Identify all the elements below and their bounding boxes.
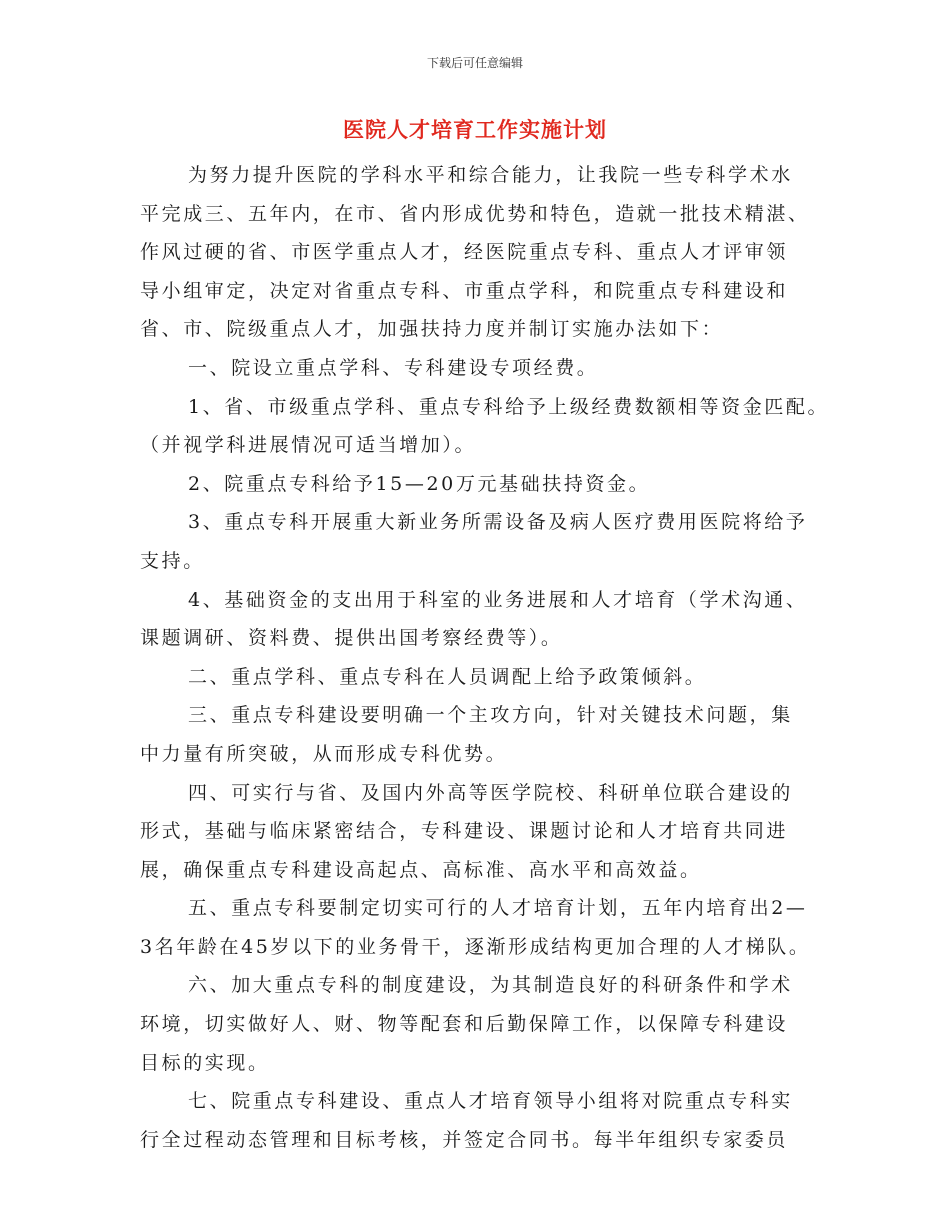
- body-text-line: 中力量有所突破，从而形成专科优势。: [140, 742, 508, 765]
- body-text-line: 2、院重点专科给予15—20万元基础扶持资金。: [188, 472, 651, 495]
- document-title: 医院人才培育工作实施计划: [343, 118, 607, 142]
- body-text-line: 五、重点专科要制定切实可行的人才培育计划，五年内培育出2—: [188, 897, 808, 920]
- body-text-line: 省、市、院级重点人才，加强扶持力度并制订实施办法如下：: [140, 318, 724, 341]
- body-text-line: 环境，切实做好人、财、物等配套和后勤保障工作，以保障专科建设: [140, 1013, 789, 1036]
- body-text-line: 六、加大重点专科的制度建设，为其制造良好的科研条件和学术: [188, 974, 793, 997]
- body-text-line: 七、院重点专科建设、重点人才培育领导小组将对院重点专科实: [188, 1090, 793, 1113]
- body-text-line: 3名年龄在45岁以下的业务骨干，逐渐形成结构更加合理的人才梯队。: [140, 935, 811, 958]
- body-text-line: 导小组审定，决定对省重点专科、市重点学科，和院重点专科建设和: [140, 279, 789, 302]
- body-text-line: 支持。: [140, 549, 205, 572]
- body-text-line: 一、院设立重点学科、专科建设专项经费。: [188, 356, 599, 379]
- body-text-line: 3、重点专科开展重大新业务所需设备及病人医疗费用医院将给予: [188, 511, 808, 534]
- body-text-line: 展，确保重点专科建设高起点、高标准、高水平和高效益。: [140, 858, 702, 881]
- body-text-line: （并视学科进展情况可适当增加）。: [140, 434, 477, 457]
- body-text-line: 三、重点专科建设要明确一个主攻方向，针对关键技术问题，集: [188, 704, 793, 727]
- body-text-line: 行全过程动态管理和目标考核，并签定合同书。每半年组织专家委员: [140, 1128, 789, 1151]
- body-text-line: 4、基础资金的支出用于科室的业务进展和人才培育（学术沟通、: [188, 588, 808, 611]
- body-text-line: 1、省、市级重点学科、重点专科给予上级经费数额相等资金匹配。: [188, 395, 830, 418]
- body-text-line: 二、重点学科、重点专科在人员调配上给予政策倾斜。: [188, 665, 707, 688]
- body-text-line: 四、可实行与省、及国内外高等医学院校、科研单位联合建设的: [188, 781, 793, 804]
- body-text-line: 课题调研、资料费、提供出国考察经费等）。: [140, 627, 563, 650]
- body-text-line: 目标的实现。: [140, 1051, 270, 1074]
- body-text-line: 平完成三、五年内，在市、省内形成优势和特色，造就一批技术精湛、: [140, 202, 810, 225]
- body-text-line: 作风过硬的省、市医学重点人才，经医院重点专科、重点人才评审领: [140, 241, 789, 264]
- page-header-note: 下载后可任意编辑: [426, 56, 523, 70]
- body-text-line: 为努力提升医院的学科水平和综合能力，让我院一些专科学术水: [188, 164, 793, 186]
- body-text-line: 形式，基础与临床紧密结合，专科建设、课题讨论和人才培育共同进: [140, 820, 789, 843]
- document-body: [140, 156, 830, 1159]
